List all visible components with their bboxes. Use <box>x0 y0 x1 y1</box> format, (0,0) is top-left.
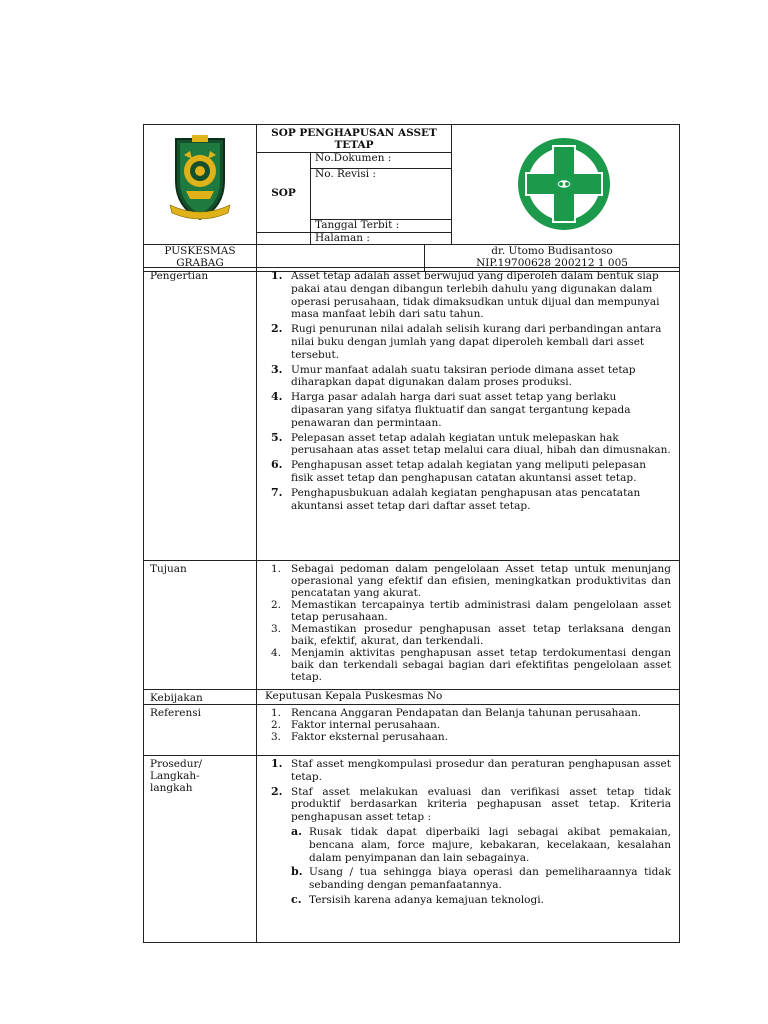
prosedur-item <box>265 786 671 824</box>
document-body <box>143 267 680 943</box>
pengertian-item-text: Umur manfaat adalah suatu taksiran periode dimana asset tetap diharapkan dapat digunakan dalam proses produksi. <box>291 363 636 389</box>
referensi-list <box>265 707 671 743</box>
referensi-item <box>265 731 671 743</box>
tujuan-item-text: Memastikan prosedur penghapusan asset tetap terlaksana dengan baik, efektif, akurat, dan terkendali. <box>291 623 671 647</box>
pengertian-content <box>257 268 680 561</box>
prosedur-label-line-1: Prosedur/ <box>150 758 203 770</box>
prosedur-item-text: Staf asset melakukan evaluasi dan verifikasi asset tetap tidak produktif berdasarkan kriteria peghapusan asset tetap. Kriteria penghapusan asset tetap : <box>291 785 671 824</box>
tujuan-item-number: 1. <box>271 563 282 575</box>
empty-cell <box>257 233 311 245</box>
sop-document <box>143 124 679 941</box>
tujuan-item-number: 4. <box>271 647 282 659</box>
pengertian-item-number: 4. <box>271 390 283 404</box>
prosedur-item-number: 2. <box>271 784 283 798</box>
regency-emblem-icon <box>144 125 256 241</box>
referensi-item-number: 1. <box>271 707 282 719</box>
tujuan-content <box>257 561 680 690</box>
prosedur-item-text: Staf asset mengkompulasi prosedur dan peraturan penghapusan asset tetap. <box>291 758 671 783</box>
pengertian-item <box>265 323 671 361</box>
referensi-label: Referensi <box>144 705 257 756</box>
tujuan-item-text: Menjamin aktivitas penghapusan asset tetap terdokumentasi dengan baik dan terkendali sebagai bagian dari efektifitas pengelolaan asset tetap. <box>291 647 671 683</box>
prosedur-sub-list <box>291 826 671 907</box>
tujuan-item <box>265 623 671 647</box>
tujuan-list <box>265 563 671 683</box>
puskesmas-logo-cell <box>452 125 680 245</box>
tujuan-label: Tujuan <box>144 561 257 690</box>
kebijakan-text: Keputusan Kepala Puskesmas No <box>257 690 680 705</box>
referensi-item-text: Faktor internal perusahaan. <box>291 719 441 731</box>
org-line-2: GRABAG <box>176 257 224 269</box>
tujuan-item-number: 3. <box>271 623 282 635</box>
pengertian-item-number: 7. <box>271 485 283 499</box>
prosedur-item <box>265 758 671 784</box>
no-revisi-field: No. Revisi : <box>311 169 452 220</box>
signer-name: dr. Utomo Budisantoso <box>491 245 613 257</box>
pengertian-item <box>265 432 671 458</box>
prosedur-sub-item-number: c. <box>291 892 302 906</box>
prosedur-label-line-3: langkah <box>150 782 193 794</box>
no-dokumen-field: No.Dokumen : <box>311 153 452 169</box>
prosedur-label-line-2: Langkah- <box>150 770 200 782</box>
prosedur-list <box>265 758 671 824</box>
pengertian-label: Pengertian <box>144 268 257 561</box>
pengertian-item-text: Penghapusan asset tetap adalah kegiatan yang meliputi pelepasan fisik asset tetap dan penghapusan catatan akuntansi asset tetap. <box>291 459 646 484</box>
pengertian-item-text: Harga pasar adalah harga dari suat asset tetap yang berlaku dipasaran yang sifatya fluktuatif dan sangat tergantung kepada penawaran dan permintaan. <box>291 391 631 429</box>
kebijakan-label: Kebijakan <box>144 690 257 705</box>
tujuan-item <box>265 647 671 683</box>
prosedur-sub-item <box>291 866 671 892</box>
pengertian-item-text: Penghapusbukuan adalah kegiatan penghapusan atas pencatatan akuntansi asset tetap dari daftar asset tetap. <box>291 486 641 512</box>
puskesmas-logo-icon <box>452 125 678 241</box>
document-title: SOP PENGHAPUSAN ASSET TETAP <box>257 125 452 153</box>
tanggal-terbit-field: Tanggal Terbit : <box>311 220 452 233</box>
pengertian-item <box>265 364 671 390</box>
prosedur-label <box>144 756 257 943</box>
pengertian-item <box>265 459 671 485</box>
pengertian-item <box>265 487 671 513</box>
referensi-item-number: 2. <box>271 719 282 731</box>
regency-emblem-cell <box>144 125 257 245</box>
referensi-item <box>265 707 671 719</box>
pengertian-item-text: Pelepasan asset tetap adalah kegiatan untuk melepaskan hak perusahaan atas asset tetap melalui cara diual, hibah dan dimusnakan. <box>291 431 671 457</box>
document-header <box>143 124 680 272</box>
sop-label: SOP <box>257 153 311 233</box>
tujuan-item-text: Sebagai pedoman dalam pengelolaan Asset tetap untuk menunjang operasional yang efektif dan efisien, meningkatkan produktivitas dan pencatatan yang akurat. <box>291 563 671 599</box>
prosedur-content <box>257 756 680 943</box>
referensi-item-text: Rencana Anggaran Pendapatan dan Belanja tahunan perusahaan. <box>291 707 642 719</box>
pengertian-item-number: 3. <box>271 362 283 376</box>
prosedur-sub-item-number: a. <box>291 824 302 838</box>
pengertian-item-number: 2. <box>271 322 283 336</box>
tujuan-item-text: Memastikan tercapainya tertib administrasi dalam pengelolaan asset tetap perusahaan. <box>291 599 671 623</box>
pengertian-item <box>265 270 671 321</box>
pengertian-item-text: Asset tetap adalah asset berwujud yang diperoleh dalam bentuk siap pakai atau dengan dibangun terlebih dahulu yang digunakan dalam operasi perusahaan, tidak dimaksudkan untuk dijual dan mempunyai masa manfaat lebih dari satu tahun. <box>291 270 660 321</box>
referensi-content <box>257 705 680 756</box>
tujuan-item <box>265 599 671 623</box>
prosedur-sub-item <box>291 894 671 907</box>
referensi-item-number: 3. <box>271 731 282 743</box>
prosedur-sub-item-text: Rusak tidak dapat diperbaiki lagi sebagai akibat pemakaian, bencana alam, force majure, kebakaran, kecelakaan, kesalahan dalam penyimpanan dan lain sebagainya. <box>309 825 671 864</box>
pengertian-item-number: 1. <box>271 269 283 282</box>
prosedur-sub-item <box>291 826 671 864</box>
prosedur-sub-item-text: Usang / tua sehingga biaya operasi dan pemeliharaannya tidak sebanding dengan pemanfaatannya. <box>309 866 671 892</box>
tujuan-item-number: 2. <box>271 599 282 611</box>
pengertian-item-text: Rugi penurunan nilai adalah selisih kurang dari perbandingan antara nilai buku dengan jumlah yang dapat diperoleh kembali dari asset tersebut. <box>291 323 662 361</box>
pengertian-item-number: 6. <box>271 458 283 472</box>
halaman-field: Halaman : <box>311 233 452 245</box>
org-line-1: PUSKESMAS <box>164 245 236 257</box>
tujuan-item <box>265 563 671 599</box>
pengertian-list <box>265 270 671 512</box>
pengertian-item-number: 5. <box>271 430 283 444</box>
signer-nip: NIP.19700628 200212 1 005 <box>476 257 628 269</box>
referensi-item <box>265 719 671 731</box>
prosedur-sub-item-number: b. <box>291 865 303 879</box>
prosedur-sub-item-text: Tersisih karena adanya kemajuan teknologi. <box>309 893 544 906</box>
prosedur-item-number: 1. <box>271 757 283 770</box>
referensi-item-text: Faktor eksternal perusahaan. <box>291 731 448 743</box>
pengertian-item <box>265 391 671 429</box>
